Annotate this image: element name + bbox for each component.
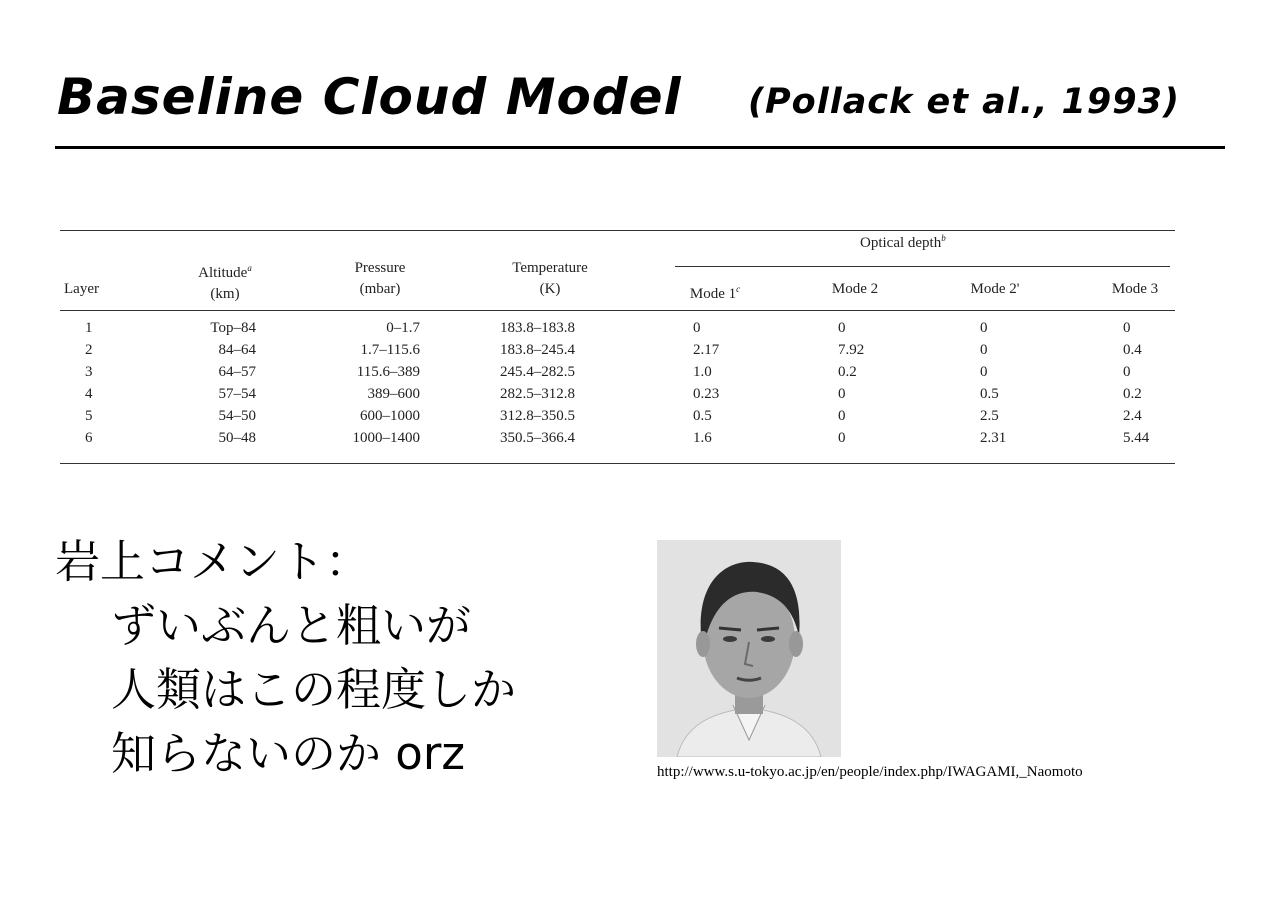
table-cell: 2.17: [693, 342, 720, 358]
table-cell: 183.8–183.8: [500, 320, 575, 336]
table-top-rule: [60, 230, 1175, 231]
table-cell: 245.4–282.5: [500, 364, 575, 380]
col-header-mode2-prime: Mode 2': [970, 281, 1020, 297]
col-header-mode2: Mode 2: [831, 281, 879, 297]
table-cell: 183.8–245.4: [500, 342, 575, 358]
table-cell: 1.6: [693, 430, 712, 446]
table-cell: 2.4: [1123, 408, 1142, 424]
table-cell: 0.4: [1123, 342, 1142, 358]
table-cell: 0: [980, 320, 988, 336]
col-header-mode3: Mode 3: [1111, 281, 1159, 297]
table-cell: Top–84: [210, 320, 256, 336]
table-cell: 5.44: [1123, 430, 1150, 446]
table-cell: 0.5: [980, 386, 999, 402]
col-header-mode1: Mode 1$^c$: [689, 284, 741, 302]
table-cell: 57–54: [218, 386, 256, 402]
table-cell: 312.8–350.5: [500, 408, 575, 424]
comment-heading: 岩上コメント：: [55, 535, 371, 588]
table-cell: 4: [85, 386, 93, 402]
col-header-pressure: Pressure (mbar): [354, 260, 406, 297]
table-cell: 0: [980, 342, 988, 358]
table-cell: 282.5–312.8: [500, 386, 575, 402]
table-cell: 0.5: [693, 408, 712, 424]
table-cell: 389–600: [367, 386, 420, 402]
table-cell: 2.5: [980, 408, 999, 424]
table-cell: 84–64: [218, 342, 256, 358]
comment-line-3: 知らないのか orz: [111, 727, 465, 780]
table-cell: 1000–1400: [352, 430, 420, 446]
slide-title: Baseline Cloud Model: [57, 68, 682, 126]
table-cell: 0: [838, 320, 846, 336]
table-cell: 5: [85, 408, 93, 424]
table-cell: 0–1.7: [386, 320, 420, 336]
table-cell: 115.6–389: [356, 364, 420, 380]
slide-citation: (Pollack et al., 1993): [748, 82, 1180, 122]
portrait-photo: [657, 540, 841, 757]
photo-source-url: http://www.s.u-tokyo.ac.jp/en/people/index.php/IWAGAMI,_Naomoto: [657, 764, 1083, 780]
optical-depth-header: Optical depth$^b$: [860, 233, 946, 251]
comment-block: [55, 530, 516, 786]
table-cell: 0: [838, 408, 846, 424]
table-cell: 1: [85, 320, 93, 336]
table-cell: 2.31: [980, 430, 1007, 446]
title-divider: [55, 146, 1225, 149]
comment-line-1: ずいぶんと粗いが: [111, 599, 472, 652]
table-cell: 600–1000: [360, 408, 420, 424]
cloud-model-table: [60, 226, 1175, 466]
table-cell: 6: [85, 430, 93, 446]
optical-depth-rule: [675, 266, 1170, 267]
table-cell: 0: [693, 320, 701, 336]
header-bottom-rule: [60, 310, 1175, 311]
table-cell: 1.7–115.6: [360, 342, 420, 358]
table-cell: 0.2: [838, 364, 857, 380]
table-cell: 0.23: [693, 386, 720, 402]
col-header-temperature: Temperature (K): [512, 260, 588, 297]
table-bottom-rule: [60, 463, 1175, 464]
table-cell: 350.5–366.4: [500, 430, 575, 446]
table-cell: 1.0: [693, 364, 712, 380]
table-cell: 7.92: [838, 342, 865, 358]
table-cell: 0: [838, 386, 846, 402]
table-cell: 54–50: [218, 408, 256, 424]
table-cell: 50–48: [218, 430, 256, 446]
table-cell: 0: [980, 364, 988, 380]
portrait-illustration: [657, 540, 841, 757]
table-cell: 0: [1123, 364, 1131, 380]
table-cell: 3: [85, 364, 93, 380]
comment-line-2: 人類はこの程度しか: [111, 663, 517, 716]
table-cell: 0.2: [1123, 386, 1142, 402]
table-cell: 0: [1123, 320, 1131, 336]
col-header-altitude: Altitude$^a$ (km): [198, 263, 252, 302]
table-cell: 0: [838, 430, 846, 446]
table-cell: 2: [85, 342, 93, 358]
table-cell: 64–57: [218, 364, 256, 380]
col-header-layer: Layer: [64, 281, 99, 297]
